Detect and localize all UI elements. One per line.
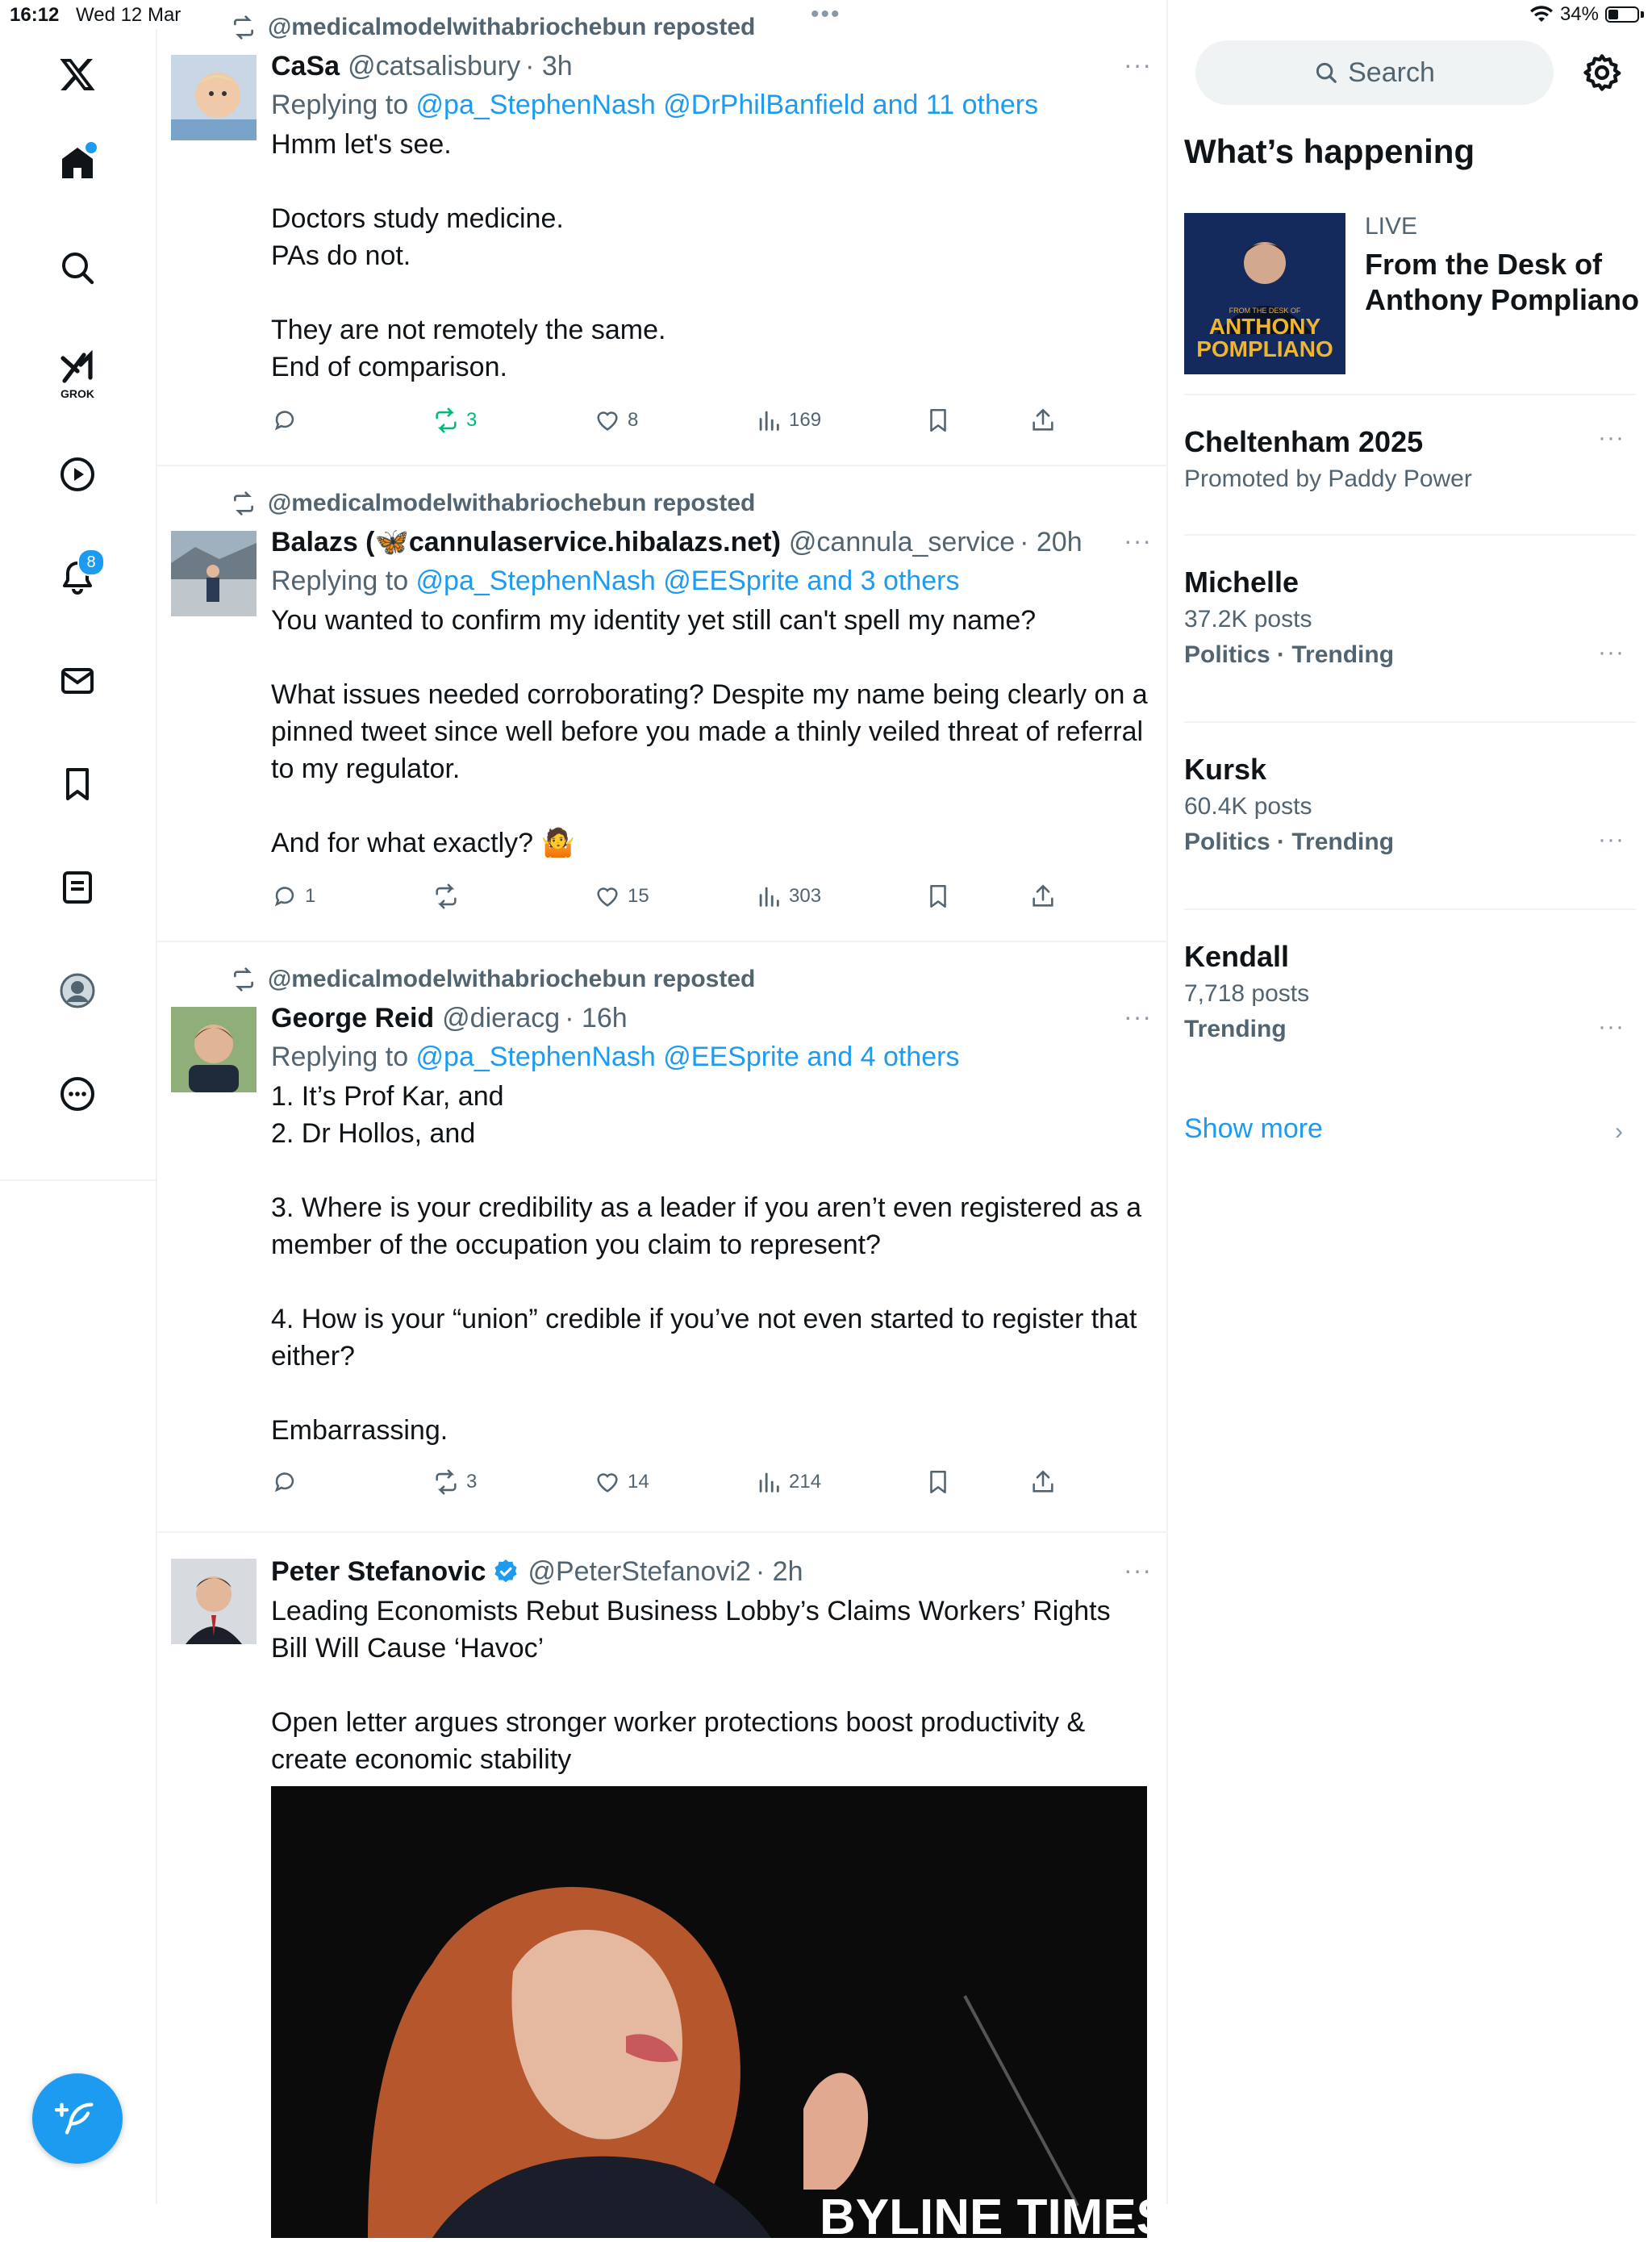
repost-label: @medicalmodelwithabriochebun reposted bbox=[268, 14, 756, 40]
search-icon bbox=[1314, 61, 1338, 85]
search-input[interactable] bbox=[1195, 40, 1554, 105]
tweet-content bbox=[271, 1552, 1152, 1778]
replying-to-links[interactable]: @pa_StephenNash @EESprite and 3 others bbox=[415, 566, 960, 596]
replying-to bbox=[271, 562, 1152, 600]
views-count: 303 bbox=[789, 885, 822, 907]
chevron-right-icon: › bbox=[1615, 1118, 1623, 1145]
tweet-actions bbox=[271, 407, 1062, 442]
replying-to-prefix: Replying to bbox=[271, 90, 416, 120]
tweet-text: Leading Economists Rebut Business Lobby’s Claims Workers’ Rights Bill Will Cause ‘Havoc’ Open letter argues stronger worker protections boost productivity & create economic stability bbox=[271, 1596, 1111, 1775]
settings-gear-icon[interactable] bbox=[1581, 52, 1623, 94]
share-button[interactable] bbox=[1029, 1468, 1057, 1496]
lists-icon[interactable] bbox=[53, 863, 102, 912]
share-button[interactable] bbox=[1029, 883, 1057, 910]
reply-button[interactable] bbox=[271, 1468, 305, 1496]
notifications-count-badge: 8 bbox=[77, 549, 105, 576]
like-count: 14 bbox=[628, 1471, 649, 1493]
repost-icon bbox=[432, 1468, 460, 1496]
tweet-actions bbox=[271, 1468, 1062, 1504]
live-thumb-line1: ANTHONY bbox=[1208, 314, 1321, 339]
views-count: 214 bbox=[789, 1471, 822, 1493]
views-chart-icon bbox=[755, 1468, 782, 1496]
replying-to-prefix: Replying to bbox=[271, 566, 416, 596]
repost-indicator bbox=[231, 967, 755, 992]
grok-icon[interactable] bbox=[53, 344, 102, 400]
tweet-time: · 2h bbox=[755, 1555, 803, 1587]
views-chart-icon bbox=[755, 407, 782, 434]
trend-more-icon[interactable]: ··· bbox=[1598, 424, 1625, 451]
home-unread-dot bbox=[86, 142, 97, 153]
replying-to bbox=[271, 1037, 1152, 1076]
tweet-content bbox=[271, 523, 1152, 862]
trend-title: Kursk bbox=[1184, 753, 1267, 786]
tweet[interactable] bbox=[156, 942, 1166, 1533]
trend-title: Michelle bbox=[1184, 566, 1299, 599]
live-thumb-small: FROM THE DESK OF bbox=[1229, 307, 1301, 315]
replying-to-prefix: Replying to bbox=[271, 1042, 416, 1072]
views-count: 169 bbox=[789, 409, 822, 431]
author-handle[interactable]: @cannula_service bbox=[788, 526, 1016, 557]
bookmark-button[interactable] bbox=[924, 1468, 952, 1496]
repost-label: @medicalmodelwithabriochebun reposted bbox=[268, 966, 756, 992]
trend-post-count: 7,718 posts bbox=[1184, 980, 1310, 1007]
explore-search-icon[interactable] bbox=[53, 244, 102, 292]
trend-category: Trending bbox=[1184, 1016, 1287, 1042]
right-sidebar bbox=[1168, 0, 1652, 2204]
author-name[interactable]: Balazs (🦋cannulaservice.hibalazs.net) bbox=[271, 527, 781, 557]
share-button[interactable] bbox=[1029, 407, 1057, 434]
tweet-header bbox=[271, 1552, 1152, 1591]
replying-to-links[interactable]: @pa_StephenNash @DrPhilBanfield and 11 others bbox=[415, 90, 1039, 120]
repost-label: @medicalmodelwithabriochebun reposted bbox=[268, 490, 756, 516]
battery-percent: 34% bbox=[1559, 3, 1599, 25]
reply-icon bbox=[271, 1468, 298, 1496]
heart-icon bbox=[594, 1468, 621, 1496]
author-handle[interactable]: @catsalisbury bbox=[348, 50, 521, 81]
reply-icon bbox=[271, 407, 298, 434]
repost-small-icon bbox=[231, 491, 257, 516]
tweet[interactable] bbox=[156, 0, 1166, 466]
tweet-more-icon[interactable]: ··· bbox=[1124, 1002, 1152, 1031]
trend-promoted: Promoted by Paddy Power bbox=[1184, 466, 1472, 492]
tweet-text: You wanted to confirm my identity yet still can't spell my name? What issues needed corroborating? Despite my name being clearly on a pinned tweet since well before you made a thinly veiled threat of referral to my regulator. And for what exactly? 🤷 bbox=[271, 605, 1148, 858]
left-nav-rail bbox=[0, 29, 157, 2204]
trend-category: Politics · Trending bbox=[1184, 641, 1395, 668]
trend-more-icon[interactable]: ··· bbox=[1598, 1013, 1625, 1040]
replying-to-links[interactable]: @pa_StephenNash @EESprite and 4 others bbox=[415, 1042, 960, 1072]
tweet-text: Hmm let's see. Doctors study medicine. PAs do not. They are not remotely the same. End of comparison. bbox=[271, 129, 666, 382]
search-placeholder: Search bbox=[1348, 56, 1435, 88]
author-name[interactable]: CaSa bbox=[271, 50, 340, 81]
tweet-header bbox=[271, 47, 1152, 86]
heart-icon bbox=[594, 407, 621, 434]
avatar[interactable] bbox=[171, 1007, 257, 1092]
whats-happening-heading: What’s happening bbox=[1184, 132, 1475, 170]
reply-button[interactable] bbox=[271, 407, 305, 434]
repost-count: 3 bbox=[466, 1471, 478, 1493]
tweet-header bbox=[271, 999, 1152, 1037]
show-more-link[interactable]: Show more bbox=[1184, 1113, 1323, 1144]
status-time: 16:12 bbox=[10, 4, 60, 26]
media-watermark: BYLINE TIMES bbox=[820, 2190, 1170, 2242]
share-icon bbox=[1029, 407, 1057, 434]
views-button[interactable] bbox=[755, 883, 821, 910]
trend-item[interactable] bbox=[1184, 750, 1636, 860]
author-handle[interactable]: @dieracg bbox=[442, 1002, 561, 1033]
tweet-actions bbox=[271, 883, 1062, 918]
heart-icon bbox=[594, 883, 621, 910]
author-name[interactable]: Peter Stefanovic bbox=[271, 1555, 486, 1587]
divider bbox=[1184, 534, 1636, 536]
repost-indicator bbox=[231, 491, 755, 516]
tweet-time: · 20h bbox=[1020, 526, 1083, 557]
tweet[interactable] bbox=[156, 466, 1166, 942]
tweet-content bbox=[271, 999, 1152, 1449]
repost-button[interactable] bbox=[432, 407, 477, 434]
tweet-header bbox=[271, 523, 1152, 562]
verified-badge-icon bbox=[492, 1558, 519, 1585]
repost-small-icon bbox=[231, 15, 257, 40]
rail-divider bbox=[0, 1179, 156, 1181]
tweet-more-icon[interactable]: ··· bbox=[1124, 50, 1152, 79]
bookmarks-icon[interactable] bbox=[53, 760, 102, 808]
trend-post-count: 60.4K posts bbox=[1184, 793, 1312, 820]
messages-mail-icon[interactable] bbox=[53, 657, 102, 705]
divider bbox=[1184, 394, 1636, 395]
bookmark-icon bbox=[924, 407, 952, 434]
trend-title: Kendall bbox=[1184, 940, 1290, 973]
profile-avatar-icon[interactable] bbox=[53, 967, 102, 1015]
tweet-content bbox=[271, 47, 1152, 386]
like-button[interactable] bbox=[594, 883, 649, 910]
tweet-media-image[interactable] bbox=[271, 1786, 1170, 2242]
repost-count: 3 bbox=[466, 409, 478, 431]
avatar[interactable] bbox=[171, 55, 257, 140]
trend-item[interactable] bbox=[1184, 563, 1636, 673]
author-handle[interactable]: @PeterStefanovi2 bbox=[528, 1555, 751, 1587]
like-button[interactable] bbox=[594, 407, 638, 434]
divider bbox=[1184, 721, 1636, 723]
trend-item[interactable] bbox=[1184, 937, 1636, 1047]
tweet-time: · 3h bbox=[525, 50, 573, 81]
status-date: Wed 12 Mar bbox=[76, 4, 181, 26]
live-thumb-line2: POMPLIANO bbox=[1196, 336, 1333, 361]
author-name[interactable]: George Reid bbox=[271, 1002, 435, 1033]
reply-count: 1 bbox=[305, 885, 316, 907]
repost-icon bbox=[432, 407, 460, 434]
more-options-icon[interactable] bbox=[53, 1070, 102, 1118]
tweet-text: 1. It’s Prof Kar, and 2. Dr Hollos, and 3. Where is your credibility as a leader if you aren’t even registered as a member of the occupation you claim to represent? 4. How is your “union” credible if you’ve not even started to register that either? Embarrassing. bbox=[271, 1081, 1142, 1446]
bookmark-button[interactable] bbox=[924, 883, 952, 910]
like-count: 8 bbox=[628, 409, 639, 431]
share-icon bbox=[1029, 1468, 1057, 1496]
bookmark-icon bbox=[924, 883, 952, 910]
views-button[interactable] bbox=[755, 407, 821, 434]
trend-item[interactable] bbox=[1184, 423, 1636, 497]
reply-icon bbox=[271, 883, 298, 910]
trend-post-count: 37.2K posts bbox=[1184, 606, 1312, 633]
trend-category: Politics · Trending bbox=[1184, 829, 1395, 855]
multitask-dots-icon[interactable]: ••• bbox=[811, 1, 841, 27]
divider bbox=[1184, 908, 1636, 910]
trend-title: Cheltenham 2025 bbox=[1184, 425, 1424, 458]
replying-to bbox=[271, 86, 1152, 124]
views-chart-icon bbox=[755, 883, 782, 910]
views-button[interactable] bbox=[755, 1468, 821, 1496]
live-label: LIVE bbox=[1365, 213, 1418, 240]
bookmark-icon bbox=[924, 1468, 952, 1496]
live-title[interactable]: From the Desk of Anthony Pompliano bbox=[1365, 248, 1639, 316]
share-icon bbox=[1029, 883, 1057, 910]
repost-button[interactable] bbox=[432, 1468, 477, 1496]
repost-button[interactable] bbox=[432, 883, 466, 910]
video-play-icon[interactable] bbox=[53, 450, 102, 499]
like-button[interactable] bbox=[594, 1468, 649, 1496]
compose-feather-icon bbox=[56, 2098, 98, 2140]
notifications-bell-icon[interactable] bbox=[53, 553, 102, 602]
timeline-feed bbox=[156, 0, 1170, 2242]
avatar[interactable] bbox=[171, 531, 257, 616]
tweet-time: · 16h bbox=[565, 1002, 628, 1033]
trend-more-icon[interactable]: ··· bbox=[1598, 826, 1625, 853]
grok-label: GROK bbox=[60, 387, 94, 400]
trend-more-icon[interactable]: ··· bbox=[1598, 639, 1625, 666]
x-logo-icon[interactable] bbox=[53, 50, 102, 98]
bookmark-button[interactable] bbox=[924, 407, 952, 434]
avatar[interactable] bbox=[171, 1559, 257, 1644]
repost-indicator bbox=[231, 15, 755, 40]
live-thumbnail[interactable] bbox=[1184, 213, 1345, 374]
compose-post-button[interactable] bbox=[32, 2073, 123, 2164]
tweet-more-icon[interactable]: ··· bbox=[1124, 526, 1152, 555]
reply-button[interactable] bbox=[271, 883, 315, 910]
repost-small-icon bbox=[231, 967, 257, 992]
tweet-more-icon[interactable]: ··· bbox=[1124, 1555, 1152, 1584]
like-count: 15 bbox=[628, 885, 649, 907]
repost-icon bbox=[432, 883, 460, 910]
home-icon[interactable] bbox=[53, 139, 102, 187]
